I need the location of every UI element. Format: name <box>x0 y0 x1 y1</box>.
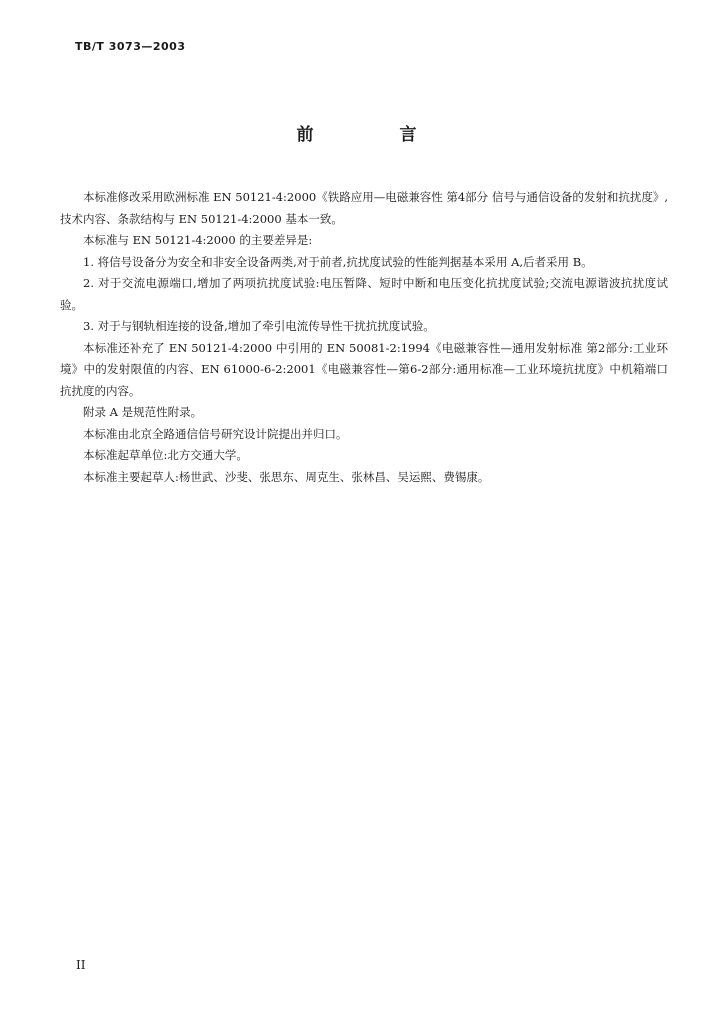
paragraph-adoption: 本标准修改采用欧洲标准 EN 50121-4:2000《铁路应用—电磁兼容性 第4部分 信号与通信设备的发射和抗扰度》,技术内容、条款结构与 EN 50121-4:2000 基本一致。 <box>60 190 668 226</box>
paragraph-drafters: 本标准主要起草人:杨世武、沙斐、张思东、周克生、张林昌、吴运熙、费锡康。 <box>83 469 490 484</box>
paragraph-differences-intro: 本标准与 EN 50121-4:2000 的主要差异是: <box>83 233 313 247</box>
page-number: II <box>76 958 86 972</box>
paragraph-supplement: 本标准还补充了 EN 50121-4:2000 中引用的 EN 50081-2:1994《电磁兼容性—通用发射标准 第2部分:工业环境》中的发射限值的内容、EN 61000-6-2:2001《电磁兼容性—第6-2部分:通用标准—工业环境抗扰度》中机箱端口抗扰度的内容。 <box>60 340 668 398</box>
paragraph-difference-3: 3. 对于与钢轨相连接的设备,增加了牵引电流传导性干扰抗扰度试验。 <box>83 319 435 333</box>
foreword-body <box>60 187 668 488</box>
paragraph-annex: 附录 A 是规范性附录。 <box>83 405 203 419</box>
standard-code: TB/T 3073—2003 <box>75 40 186 53</box>
paragraph-drafting-unit: 本标准起草单位:北方交通大学。 <box>83 448 248 462</box>
page-title: 前 言 <box>296 125 457 145</box>
paragraph-proposer: 本标准由北京全路通信信号研究设计院提出并归口。 <box>83 426 348 441</box>
paragraph-difference-1: 1. 将信号设备分为安全和非安全设备两类,对于前者,抗扰度试验的性能判据基本采用 A,后者采用 B。 <box>83 254 593 269</box>
paragraph-difference-2: 2. 对于交流电源端口,增加了两项抗扰度试验:电压暂降、短时中断和电压变化抗扰度试验;交流电源谐波抗扰度试验。 <box>60 276 668 312</box>
